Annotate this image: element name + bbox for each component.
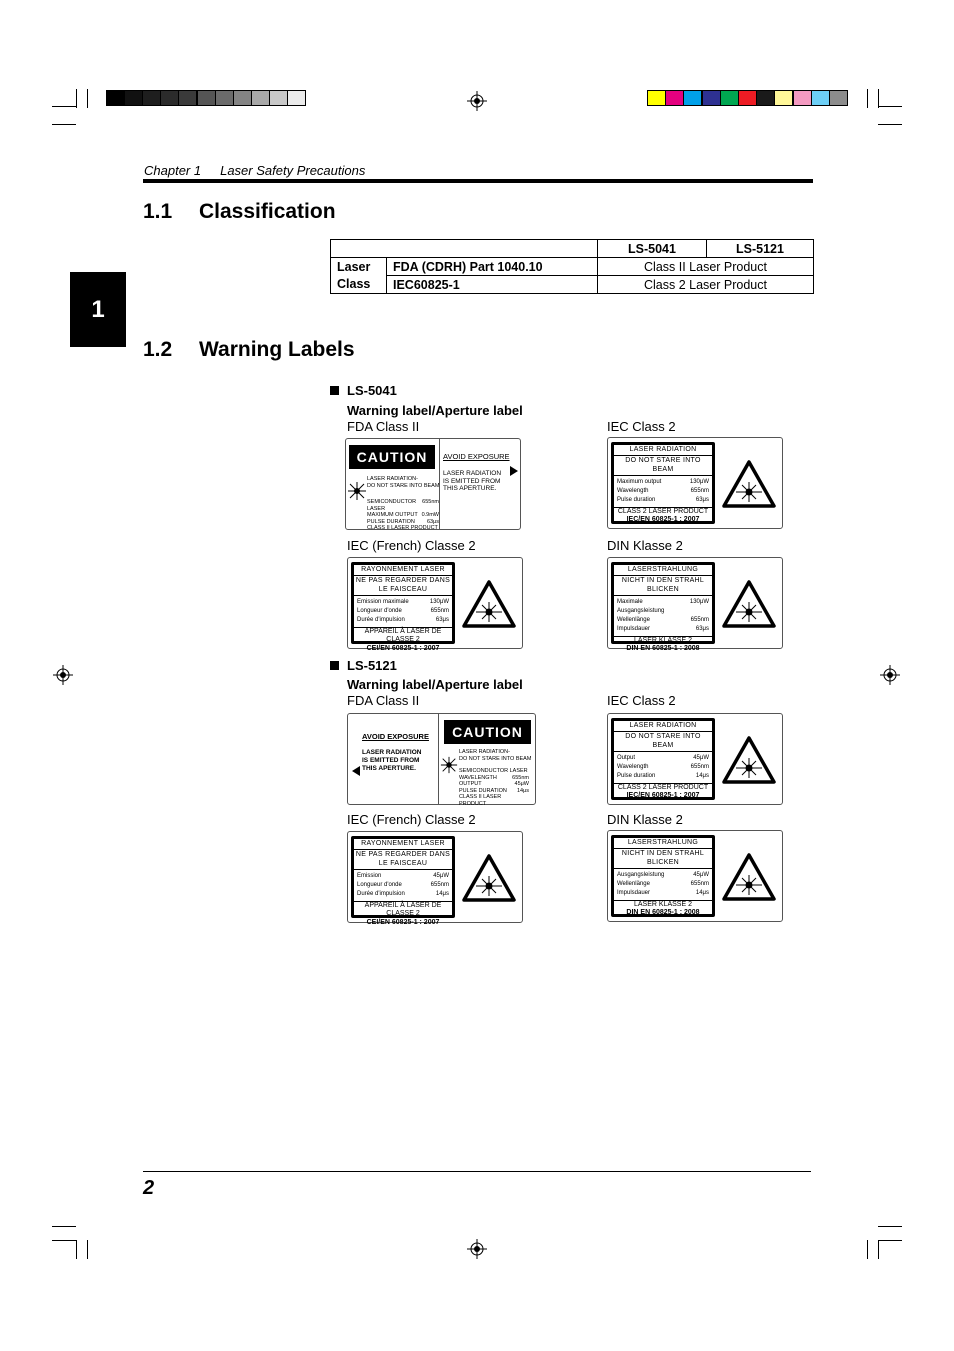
spec-name: Pulse duration xyxy=(617,772,656,779)
label-spec-row xyxy=(614,478,712,487)
crop-mark xyxy=(52,1226,76,1227)
spec-value: 14μs xyxy=(695,772,709,779)
label-divider xyxy=(439,439,440,529)
spec-value: 655nm xyxy=(690,487,709,494)
crop-mark xyxy=(76,89,77,108)
spec-value: 655nm xyxy=(430,607,449,614)
model-heading: LS-5121 xyxy=(347,658,397,673)
color-swatch xyxy=(774,90,793,106)
crop-mark xyxy=(52,106,76,107)
spec-name: Maximale Ausgangsleistung xyxy=(617,598,665,614)
label-spec-row xyxy=(614,889,712,898)
color-swatch xyxy=(720,90,739,106)
chapter-title: Laser Safety Precautions xyxy=(220,163,366,178)
spec-name: Output xyxy=(617,754,636,761)
caution-banner: CAUTION xyxy=(349,445,435,469)
label-warning: NE PAS REGARDER DANS LE FAISCEAU xyxy=(354,850,452,870)
label-class: LASER KLASSE 2 xyxy=(614,900,712,910)
spec-name: Impulsdauer xyxy=(617,889,651,896)
label-text-panel xyxy=(351,562,455,652)
registration-mark-icon xyxy=(467,1239,487,1259)
laser-hazard-triangle-icon xyxy=(462,580,516,628)
table-standard: FDA (CDRH) Part 1040.10 xyxy=(387,258,598,276)
color-swatch xyxy=(215,90,234,106)
label-class: CLASS 2 LASER PRODUCT xyxy=(614,783,712,793)
crop-mark xyxy=(867,89,868,108)
label-divider xyxy=(438,714,439,804)
label-standard: IEC/EN 60825-1 : 2007 xyxy=(626,516,700,523)
header-rule xyxy=(143,179,813,183)
label-spec-rows xyxy=(614,596,712,636)
chapter-label: Chapter 1 xyxy=(144,163,202,178)
bullet-square-icon xyxy=(330,386,339,395)
spec-value: 130μW xyxy=(689,478,709,485)
color-swatch xyxy=(287,90,306,106)
bullet-square-icon xyxy=(330,661,339,670)
spec-value: 45μW xyxy=(693,754,709,761)
label-caption: IEC (French) Classe 2 xyxy=(347,538,476,553)
label-standard: DIN EN 60825-1 : 2008 xyxy=(626,909,700,916)
label-text-panel xyxy=(611,562,715,652)
section-number: 1.2 xyxy=(143,338,173,361)
laser-hazard-triangle-icon xyxy=(462,854,516,902)
avoid-exposure-text: AVOID EXPOSURE xyxy=(443,452,510,461)
label-spec-row xyxy=(614,598,712,616)
label-spec-row xyxy=(614,871,712,880)
color-swatch xyxy=(829,90,848,106)
crop-mark xyxy=(867,1240,868,1259)
label-spec-row xyxy=(354,607,452,616)
spec-name: Durée d'impulsion xyxy=(357,616,405,623)
label-spec-rows xyxy=(614,869,712,900)
spec-name: Pulse duration xyxy=(617,496,656,503)
spec-value: 14μs xyxy=(435,890,449,897)
label-subheading: Warning label/Aperture label xyxy=(347,403,523,418)
arrow-left-icon xyxy=(352,766,360,776)
color-swatch xyxy=(665,90,684,106)
avoid-exposure-text: AVOID EXPOSURE xyxy=(362,732,429,741)
crop-mark xyxy=(87,89,88,108)
section-heading-classification xyxy=(143,200,336,224)
table-corner xyxy=(331,240,598,258)
crop-mark xyxy=(87,1240,88,1259)
label-spec-row xyxy=(354,616,452,625)
label-class: CLASS 2 LASER PRODUCT xyxy=(614,507,712,517)
label-standard: CEI/EN 60825-1 : 2007 xyxy=(366,918,440,926)
footer-rule xyxy=(143,1171,811,1172)
label-warning: NICHT IN DEN STRAHL BLICKEN xyxy=(614,576,712,596)
laser-hazard-triangle-icon xyxy=(722,853,776,901)
label-spec-row xyxy=(354,872,452,881)
spec-value: 655nm xyxy=(690,616,709,623)
din-warning-label xyxy=(607,557,783,652)
registration-mark-icon xyxy=(53,665,73,685)
fda-spec-text: SEMICONDUCTOR LASER 655nm MAXIMUM OUTPUT 0.9mW PULSE DURATION 63μs CLASS II LASER PRODUCT xyxy=(367,499,439,531)
label-class: APPAREIL À LASER DE CLASSE 2 xyxy=(354,901,452,919)
label-spec-row xyxy=(614,772,712,781)
table-value: Class II Laser Product xyxy=(598,258,814,276)
label-spec-row xyxy=(614,496,712,505)
spec-value: 655nm xyxy=(690,880,709,887)
label-text-panel xyxy=(351,836,455,926)
aperture-text: LASER RADIATION IS EMITTED FROM THIS APERTURE. xyxy=(362,749,422,772)
spec-name: Emission xyxy=(357,872,382,879)
label-caption: FDA Class II xyxy=(347,419,420,434)
label-spec-rows xyxy=(614,476,712,507)
fda-spec-text: SEMICONDUCTOR LASER WAVELENGTH 655nm OUTPUT 45μW PULSE DURATION 14μs CLASS II LASER PRODUCT xyxy=(459,768,529,807)
label-caption: DIN Klasse 2 xyxy=(607,812,683,827)
spec-value: 130μW xyxy=(689,598,709,605)
spec-name: Longueur d'onde xyxy=(357,881,402,888)
label-warning: DO NOT STARE INTO BEAM xyxy=(614,732,712,752)
registration-mark-icon xyxy=(467,91,487,111)
label-title: LASERSTRAHLUNG xyxy=(614,838,712,849)
aperture-text: LASER RADIATION IS EMITTED FROM THIS APERTURE. xyxy=(443,470,502,492)
label-caption: FDA Class II xyxy=(347,693,420,708)
laser-hazard-triangle-icon xyxy=(722,460,776,508)
color-swatch xyxy=(178,90,197,106)
iec-warning-label xyxy=(607,437,783,529)
iec-french-warning-label xyxy=(347,557,523,652)
label-spec-row xyxy=(614,763,712,772)
spec-name: Maximum output xyxy=(617,478,662,485)
table-row-label: Laser xyxy=(331,258,387,276)
color-swatch xyxy=(793,90,812,106)
table-header-ls5041: LS-5041 xyxy=(598,240,707,258)
spec-value: 45μW xyxy=(433,872,449,879)
laser-hazard-triangle-icon xyxy=(722,736,776,784)
page-number: 2 xyxy=(143,1177,155,1199)
section-title: Warning Labels xyxy=(199,338,355,361)
color-swatch xyxy=(702,90,721,106)
crop-mark xyxy=(878,89,879,108)
section-heading-warning-labels xyxy=(143,338,355,362)
color-swatch xyxy=(124,90,143,106)
label-caption: IEC Class 2 xyxy=(607,693,676,708)
classification-table xyxy=(330,239,814,294)
spec-value: 130μW xyxy=(429,598,449,605)
label-spec-row xyxy=(614,625,712,634)
color-swatch xyxy=(233,90,252,106)
label-spec-rows xyxy=(354,596,452,627)
spec-value: 63μs xyxy=(695,496,709,503)
section-number: 1.1 xyxy=(143,200,173,223)
table-row-label: Class xyxy=(331,276,387,294)
running-header xyxy=(144,163,365,178)
label-text-panel xyxy=(611,442,715,524)
spec-name: Impulsdauer xyxy=(617,625,651,632)
crop-mark xyxy=(878,1226,902,1227)
spec-value: 655nm xyxy=(430,881,449,888)
fda-warning-text: LASER RADIATION- DO NOT STARE INTO BEAM xyxy=(367,476,440,489)
spec-value: 45μW xyxy=(693,871,709,878)
label-standard: DIN EN 60825-1 : 2008 xyxy=(626,645,700,652)
color-swatch xyxy=(106,90,125,106)
color-swatch xyxy=(738,90,757,106)
label-spec-rows xyxy=(354,870,452,901)
label-spec-rows xyxy=(614,752,712,783)
label-title: LASERSTRAHLUNG xyxy=(614,565,712,576)
fda-warning-label xyxy=(345,438,521,530)
color-swatch xyxy=(756,90,775,106)
spec-name: Wellenlänge xyxy=(617,616,650,623)
spec-name: Wellenlänge xyxy=(617,880,650,887)
label-class: LASER KLASSE 2 xyxy=(614,636,712,646)
label-class: APPAREIL À LASER DE CLASSE 2 xyxy=(354,627,452,645)
label-title: LASER RADIATION xyxy=(614,721,712,732)
registration-mark-icon xyxy=(880,665,900,685)
fda-warning-label xyxy=(347,713,536,805)
color-swatch xyxy=(251,90,270,106)
laser-burst-icon xyxy=(347,481,367,501)
spec-value: 14μs xyxy=(695,889,709,896)
color-swatch xyxy=(683,90,702,106)
label-title: RAYONNEMENT LASER xyxy=(354,565,452,576)
iec-french-warning-label xyxy=(347,831,523,926)
label-text-panel xyxy=(611,718,715,800)
color-swatch xyxy=(269,90,288,106)
laser-burst-icon xyxy=(440,756,458,774)
label-spec-row xyxy=(614,487,712,496)
label-spec-row xyxy=(614,754,712,763)
label-caption: DIN Klasse 2 xyxy=(607,538,683,553)
label-title: LASER RADIATION xyxy=(614,445,712,456)
crop-mark xyxy=(878,106,902,107)
table-standard: IEC60825-1 xyxy=(387,276,598,294)
label-caption: IEC Class 2 xyxy=(607,419,676,434)
spec-name: Durée d'impulsion xyxy=(357,890,405,897)
spec-name: Wavelength xyxy=(617,763,649,770)
label-standard: IEC/EN 60825-1 : 2007 xyxy=(626,792,700,799)
crop-mark xyxy=(878,124,902,125)
crop-mark xyxy=(52,124,76,125)
label-spec-row xyxy=(354,881,452,890)
color-swatch xyxy=(811,90,830,106)
model-heading: LS-5041 xyxy=(347,383,397,398)
spec-name: Ausgangsleistung xyxy=(617,871,665,878)
color-swatch xyxy=(142,90,161,106)
crop-mark xyxy=(76,1240,77,1259)
spec-name: Longueur d'onde xyxy=(357,607,402,614)
label-text-panel xyxy=(611,835,715,917)
chapter-tab: 1 xyxy=(70,272,126,347)
label-spec-row xyxy=(354,598,452,607)
spec-name: Emission maximale xyxy=(357,598,409,605)
label-spec-row xyxy=(614,616,712,625)
section-title: Classification xyxy=(199,200,336,223)
label-spec-row xyxy=(614,880,712,889)
label-standard: CEI/EN 60825-1 : 2007 xyxy=(366,644,440,652)
label-warning: DO NOT STARE INTO BEAM xyxy=(614,456,712,476)
iec-warning-label xyxy=(607,713,783,805)
label-subheading: Warning label/Aperture label xyxy=(347,677,523,692)
arrow-right-icon xyxy=(510,466,518,476)
label-warning: NICHT IN DEN STRAHL BLICKEN xyxy=(614,849,712,869)
spec-value: 63μs xyxy=(695,625,709,632)
caution-banner: CAUTION xyxy=(444,720,531,744)
label-caption: IEC (French) Classe 2 xyxy=(347,812,476,827)
color-swatch xyxy=(160,90,179,106)
crop-mark xyxy=(878,1240,879,1259)
spec-name: Wavelength xyxy=(617,487,649,494)
color-swatch xyxy=(197,90,216,106)
table-value: Class 2 Laser Product xyxy=(598,276,814,294)
table-header-ls5121: LS-5121 xyxy=(707,240,814,258)
crop-mark xyxy=(52,1240,76,1241)
spec-value: 63μs xyxy=(435,616,449,623)
label-warning: NE PAS REGARDER DANS LE FAISCEAU xyxy=(354,576,452,596)
label-title: RAYONNEMENT LASER xyxy=(354,839,452,850)
fda-warning-text: LASER RADIATION- DO NOT STARE INTO BEAM xyxy=(459,749,532,762)
crop-mark xyxy=(878,1240,902,1241)
label-spec-row xyxy=(354,890,452,899)
laser-hazard-triangle-icon xyxy=(722,580,776,628)
din-warning-label xyxy=(607,830,783,922)
spec-value: 655nm xyxy=(690,763,709,770)
color-swatch xyxy=(647,90,666,106)
